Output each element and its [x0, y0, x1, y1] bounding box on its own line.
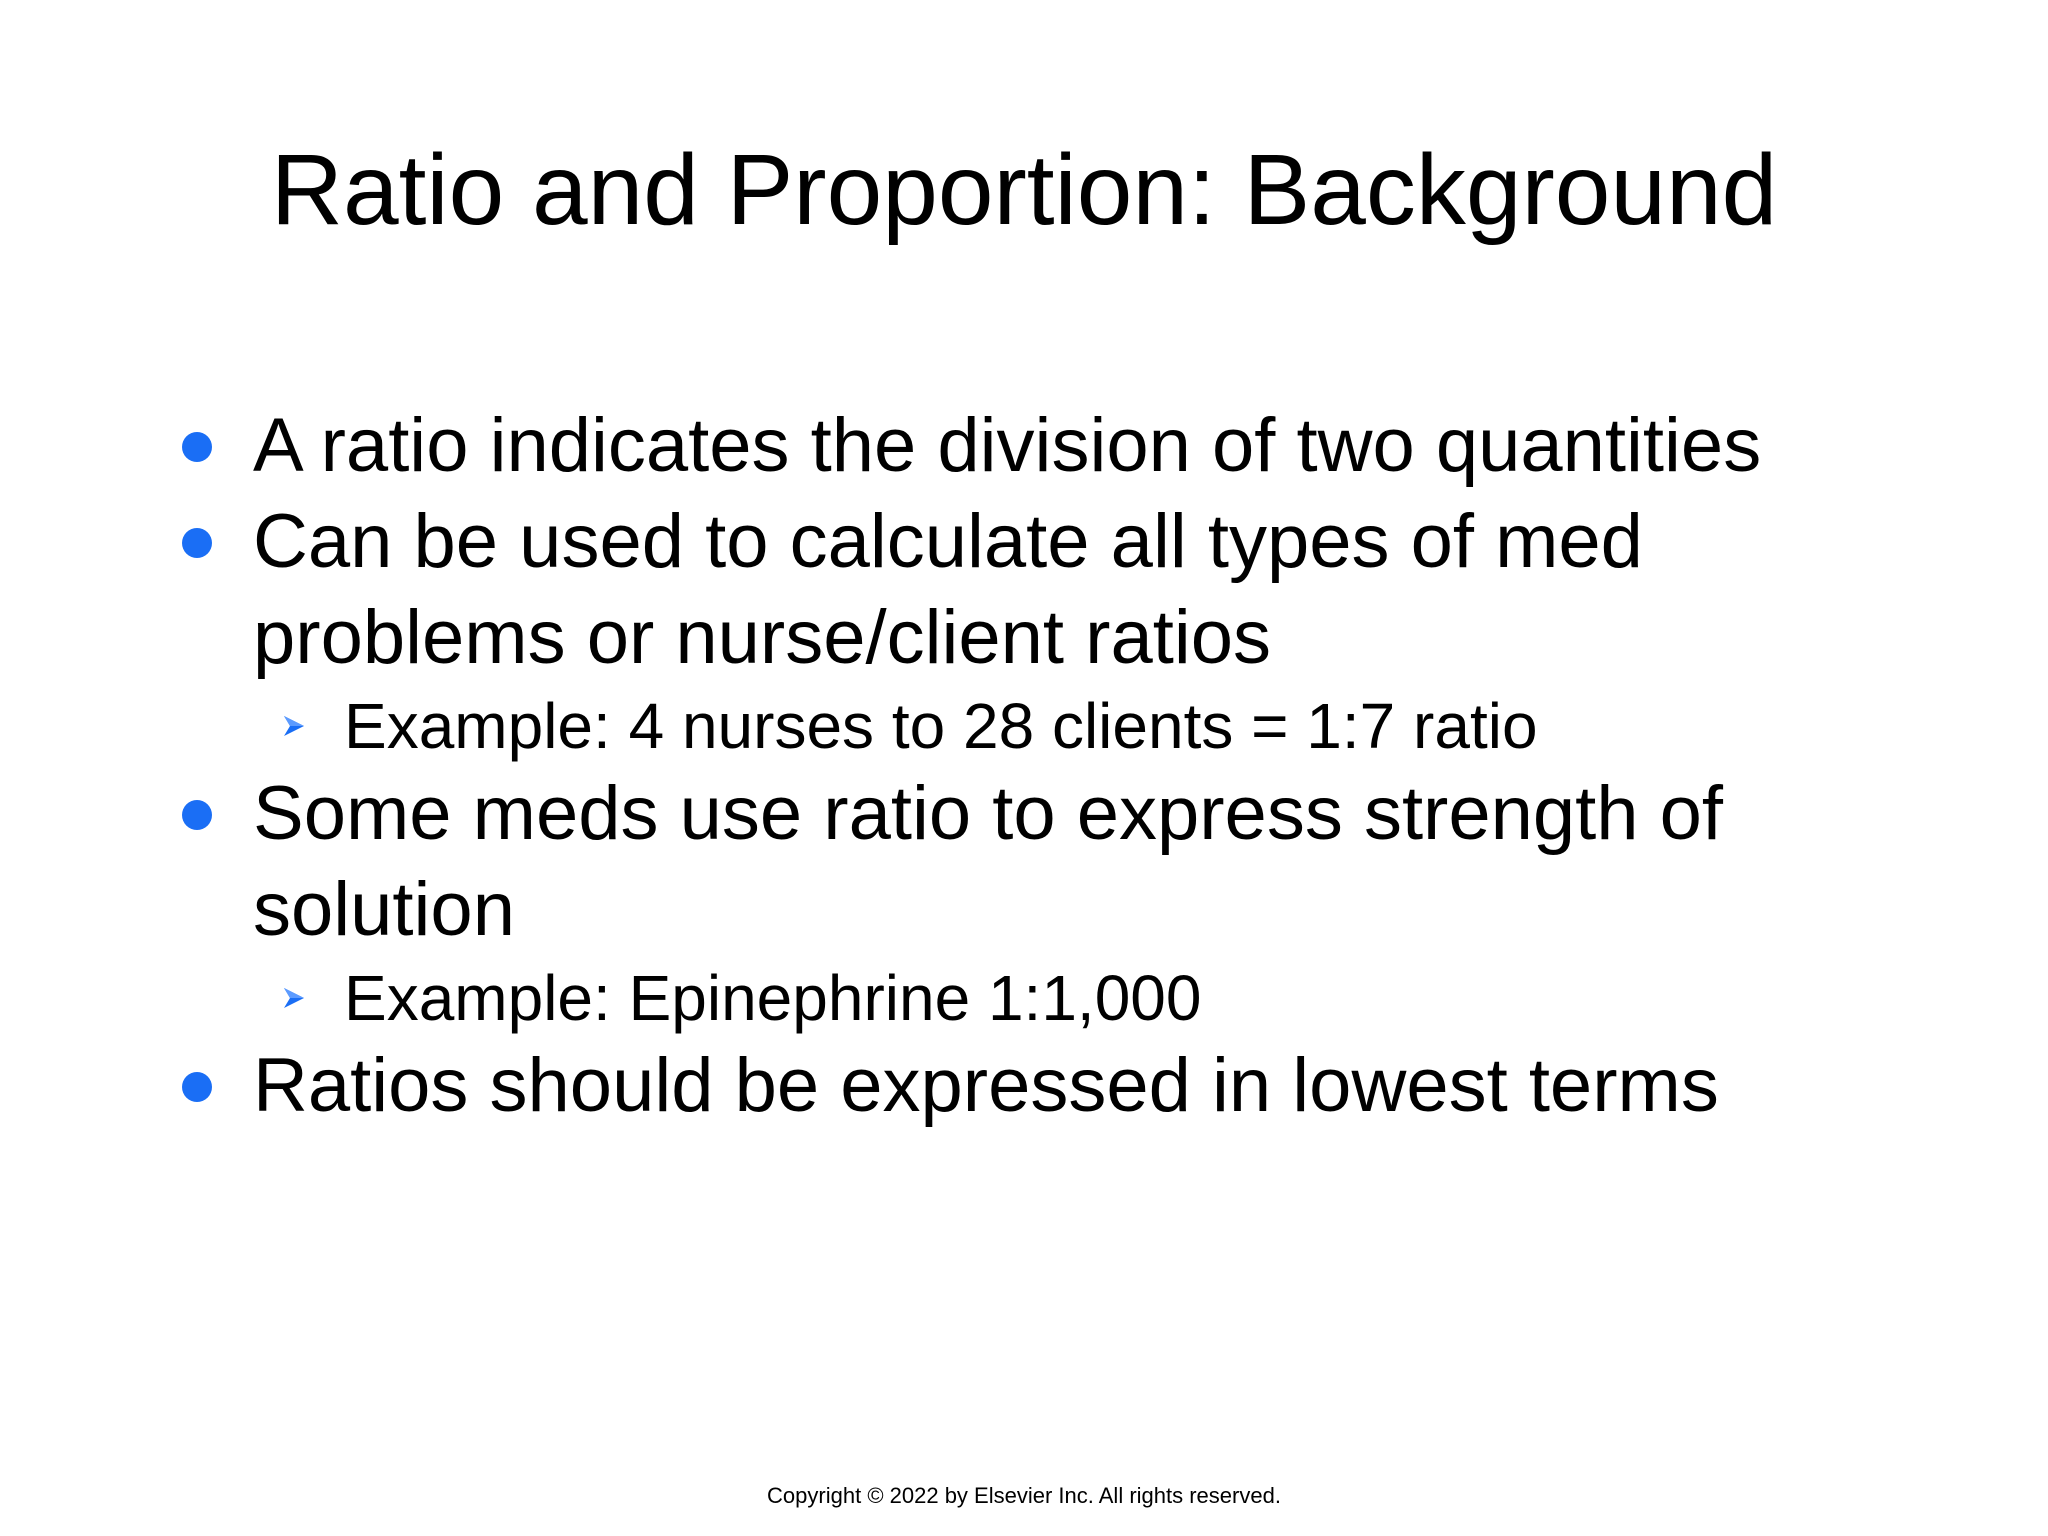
bullet-item — [178, 398, 1878, 494]
sub-bullet-item — [178, 958, 1878, 1038]
bullet-text: Can be used to calculate all types of med problems or nurse/client ratios — [253, 499, 1643, 680]
bullet-text: Some meds use ratio to express strength of solution — [253, 771, 1724, 952]
sub-bullet-text: Example: 4 nurses to 28 clients = 1:7 ratio — [344, 690, 1538, 762]
bullet-dot-icon — [182, 528, 212, 558]
arrowhead-bullet-icon — [281, 713, 307, 739]
bullet-text: A ratio indicates the division of two quantities — [253, 403, 1762, 488]
slide-title: Ratio and Proportion: Background — [270, 134, 1778, 246]
sub-bullet-item — [178, 686, 1878, 766]
bullet-item — [178, 1038, 1878, 1134]
sub-bullet-text: Example: Epinephrine 1:1,000 — [344, 962, 1202, 1034]
copyright-footer: Copyright © 2022 by Elsevier Inc. All rights reserved. — [767, 1483, 1281, 1508]
bullet-dot-icon — [182, 800, 212, 830]
bullet-text: Ratios should be expressed in lowest terms — [253, 1043, 1719, 1128]
bullet-dot-icon — [182, 1072, 212, 1102]
arrowhead-bullet-icon — [281, 985, 307, 1011]
bullet-item — [178, 766, 1878, 958]
bullet-list — [178, 398, 1878, 1134]
bullet-item — [178, 494, 1878, 686]
bullet-dot-icon — [182, 432, 212, 462]
